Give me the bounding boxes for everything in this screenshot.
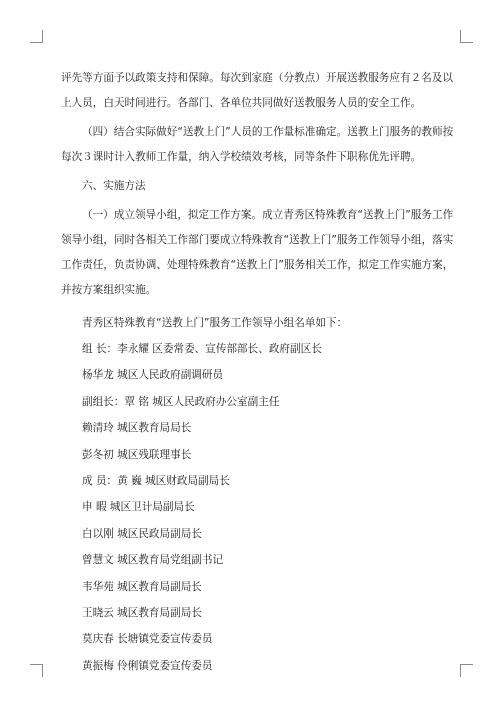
- paragraph-line: （四）结合实际做好“送教上门”人员的工作量标准确定。送教上门服务的教师按: [82, 126, 454, 138]
- crop-mark-bottom-right: [460, 664, 473, 677]
- roster-entry: 杨华龙 城区人民政府副调研员: [82, 369, 224, 382]
- paragraph-1: [61, 66, 453, 116]
- roster-intro: 青秀区特殊教育“送教上门”服务工作领导小组名单如下：: [82, 317, 348, 329]
- paragraph-3: [61, 203, 454, 303]
- roster-entry: 赖清玲 城区教育局局长: [82, 422, 192, 435]
- document-body: [61, 66, 454, 679]
- paragraph-line: （一）成立领导小组，拟定工作方案。成立青秀区特殊教育“送教上门”服务工作: [82, 209, 454, 221]
- roster-entry: 韦华苑 城区教育局副局长: [82, 580, 202, 593]
- section-heading: 六、实施方法: [82, 180, 146, 192]
- roster-entry: 黄振梅 伶俐镇党委宣传委员: [82, 659, 213, 672]
- crop-mark-bottom-left: [30, 664, 43, 677]
- paragraph-line: 工作责任，负责协调、处理特殊教育“送教上门”服务相关工作，拟定工作实施方案，: [61, 259, 454, 271]
- paragraph-line: 领导小组，同时各相关工作部门要成立特殊教育“送教上门”服务工作领导小组，落实: [61, 234, 454, 246]
- roster-entry: 王晓云 城区教育局副局长: [82, 607, 202, 620]
- roster-entry: 曾慧文 城区教育局党组副书记: [82, 554, 224, 567]
- paragraph-line: 评先等方面予以政策支持和保障。每次到家庭（分教点）开展送教服务应有２名及以: [61, 72, 453, 84]
- crop-mark-top-right: [460, 30, 473, 43]
- roster-list: [61, 336, 446, 679]
- paragraph-line: 并按方案组织实施。: [61, 284, 157, 296]
- roster-entry: 白以刚 城区民政局副局长: [82, 527, 202, 540]
- paragraph-line: 每次３课时计入教师工作量，纳入学校绩效考核，同等条件下职称优先评聘。: [61, 151, 422, 163]
- roster-entry: 副组长：覃 铭 城区人民政府办公室副主任: [82, 395, 280, 408]
- roster-entry: 组 长：李永耀 区委常委、宣传部部长、政府副区长: [82, 343, 322, 355]
- roster-entry: 成 员：黄 巍 城区财政局副局长: [82, 475, 230, 488]
- paragraph-2: [61, 120, 454, 170]
- roster-entry: 申 暇 城区卫计局副局长: [82, 501, 195, 514]
- paragraph-line: 上人员，白天时间进行。各部门、各单位共同做好送教服务人员的安全工作。: [61, 97, 422, 109]
- roster-entry: 彭冬初 城区残联理事长: [82, 448, 192, 461]
- roster-entry: 莫庆春 长塘镇党委宣传委员: [82, 633, 213, 646]
- crop-mark-top-left: [30, 30, 43, 43]
